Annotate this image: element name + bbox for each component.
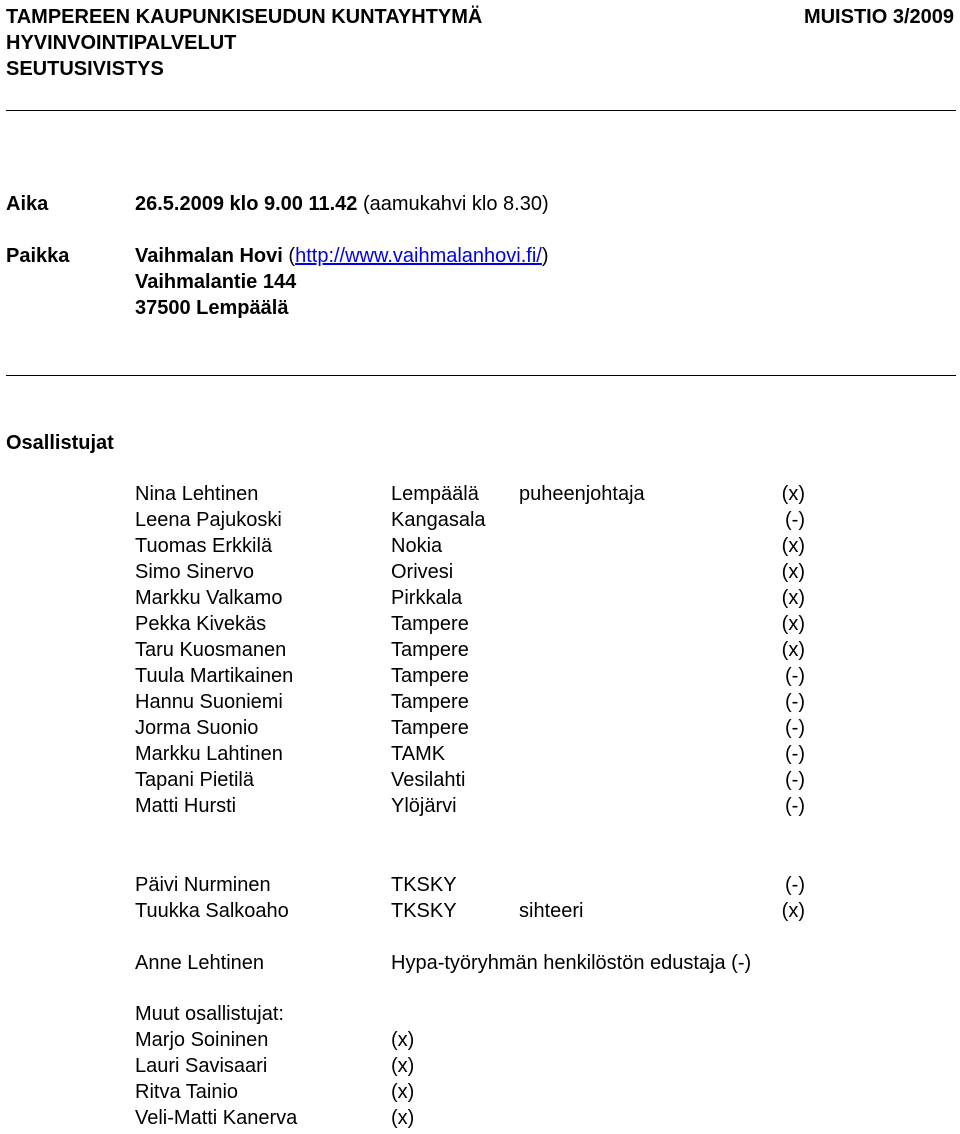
attendance-status: (-): [785, 717, 805, 739]
participant-municipality: Tampere: [391, 613, 469, 635]
time-value-extra: (aamukahvi klo 8.30): [362, 193, 549, 215]
participant-municipality: Kangasala: [391, 509, 486, 531]
place-name: Vaihmalan Hovi: [135, 245, 283, 267]
participant-name: Jorma Suonio: [135, 717, 259, 739]
place-url-close: ): [541, 245, 549, 267]
participant-row: [135, 793, 805, 819]
participant-row: [135, 741, 805, 767]
participant-name: Tuula Martikainen: [135, 665, 294, 687]
participant-municipality: TKSKY: [391, 874, 457, 896]
participant-name: Päivi Nurminen: [135, 874, 271, 896]
attendance-status: (-): [785, 509, 805, 531]
participant-row: [135, 663, 805, 689]
attendance-status: (x): [391, 1081, 415, 1103]
participant-row: [135, 1027, 805, 1053]
participant-municipality: Tampere: [391, 717, 469, 739]
participant-municipality: Orivesi: [391, 561, 454, 583]
participant-row: [135, 872, 805, 898]
time-label: Aika: [6, 193, 49, 215]
participant-name: Hannu Suoniemi: [135, 691, 283, 713]
participant-name: Markku Valkamo: [135, 587, 283, 609]
meeting-divider: [6, 375, 956, 376]
participant-name: Tapani Pietilä: [135, 769, 254, 791]
participant-row: [135, 611, 805, 637]
participant-name: Pekka Kivekäs: [135, 613, 267, 635]
representative-row: [135, 950, 805, 976]
participant-municipality: TKSKY: [391, 900, 457, 922]
representative-role: Hypa-työryhmän henkilöstön edustaja (-): [391, 952, 752, 974]
participant-name: Markku Lahtinen: [135, 743, 283, 765]
org-department: HYVINVOINTIPALVELUT: [6, 32, 237, 54]
participant-row: [135, 481, 805, 507]
attendance-status: (x): [781, 483, 805, 505]
participant-role: sihteeri: [519, 900, 584, 922]
attendance-status: (x): [781, 613, 805, 635]
participant-municipality: Tampere: [391, 639, 469, 661]
participant-municipality: Ylöjärvi: [391, 795, 457, 817]
attendance-status: (-): [785, 665, 805, 687]
attendance-status: (x): [781, 900, 805, 922]
participant-name: Nina Lehtinen: [135, 483, 259, 505]
attendance-status: (-): [785, 769, 805, 791]
attendance-status: (x): [391, 1107, 415, 1129]
place-website-link[interactable]: http://www.vaihmalanhovi.fi/: [295, 245, 542, 267]
participant-name: Tuomas Erkkilä: [135, 535, 273, 557]
participants-heading: Osallistujat: [6, 432, 114, 454]
participant-row: [135, 715, 805, 741]
participant-row: [135, 533, 805, 559]
participant-name: Lauri Savisaari: [135, 1055, 268, 1077]
participant-name: Leena Pajukoski: [135, 509, 282, 531]
participant-name: Veli-Matti Kanerva: [135, 1107, 298, 1129]
time-value-main: 26.5.2009 klo 9.00 11.42: [135, 193, 358, 215]
representative-name: Anne Lehtinen: [135, 952, 265, 974]
participant-row: [135, 507, 805, 533]
place-url-open: (: [288, 245, 296, 267]
participant-role: puheenjohtaja: [519, 483, 645, 505]
attendance-status: (-): [785, 743, 805, 765]
participant-row: [135, 898, 805, 924]
others-heading: Muut osallistujat:: [135, 1003, 284, 1025]
participant-row: [135, 1105, 805, 1131]
participant-row: [135, 689, 805, 715]
participant-municipality: Pirkkala: [391, 587, 463, 609]
place-postal: 37500 Lempäälä: [135, 297, 289, 319]
participant-municipality: Lempäälä: [391, 483, 479, 505]
org-name: TAMPEREEN KAUPUNKISEUDUN KUNTAYHTYMÄ: [6, 6, 483, 28]
participant-municipality: Nokia: [391, 535, 443, 557]
attendance-status: (x): [391, 1029, 415, 1051]
place-line: [135, 243, 549, 269]
participant-row: [135, 1053, 805, 1079]
participant-row: [135, 559, 805, 585]
participant-municipality: Vesilahti: [391, 769, 466, 791]
org-unit: SEUTUSIVISTYS: [6, 58, 164, 80]
participant-name: Matti Hursti: [135, 795, 237, 817]
participant-municipality: TAMK: [391, 743, 446, 765]
document-id: MUISTIO 3/2009: [803, 6, 954, 28]
attendance-status: (x): [391, 1055, 415, 1077]
attendance-status: (-): [785, 795, 805, 817]
attendance-status: (-): [785, 874, 805, 896]
attendance-status: (x): [781, 639, 805, 661]
participant-municipality: Tampere: [391, 665, 469, 687]
attendance-status: (x): [781, 535, 805, 557]
participant-name: Marjo Soininen: [135, 1029, 269, 1051]
participant-name: Simo Sinervo: [135, 561, 254, 583]
attendance-status: (x): [781, 587, 805, 609]
participant-municipality: Tampere: [391, 691, 469, 713]
time-value: [135, 191, 549, 217]
place-label: Paikka: [6, 245, 70, 267]
header-divider: [6, 110, 956, 111]
participant-name: Taru Kuosmanen: [135, 639, 287, 661]
participant-row: [135, 637, 805, 663]
attendance-status: (x): [781, 561, 805, 583]
attendance-status: (-): [785, 691, 805, 713]
place-street: Vaihmalantie 144: [135, 271, 297, 293]
participant-row: [135, 1079, 805, 1105]
participant-name: Ritva Tainio: [135, 1081, 239, 1103]
participant-row: [135, 767, 805, 793]
participant-name: Tuukka Salkoaho: [135, 900, 289, 922]
participant-row: [135, 585, 805, 611]
